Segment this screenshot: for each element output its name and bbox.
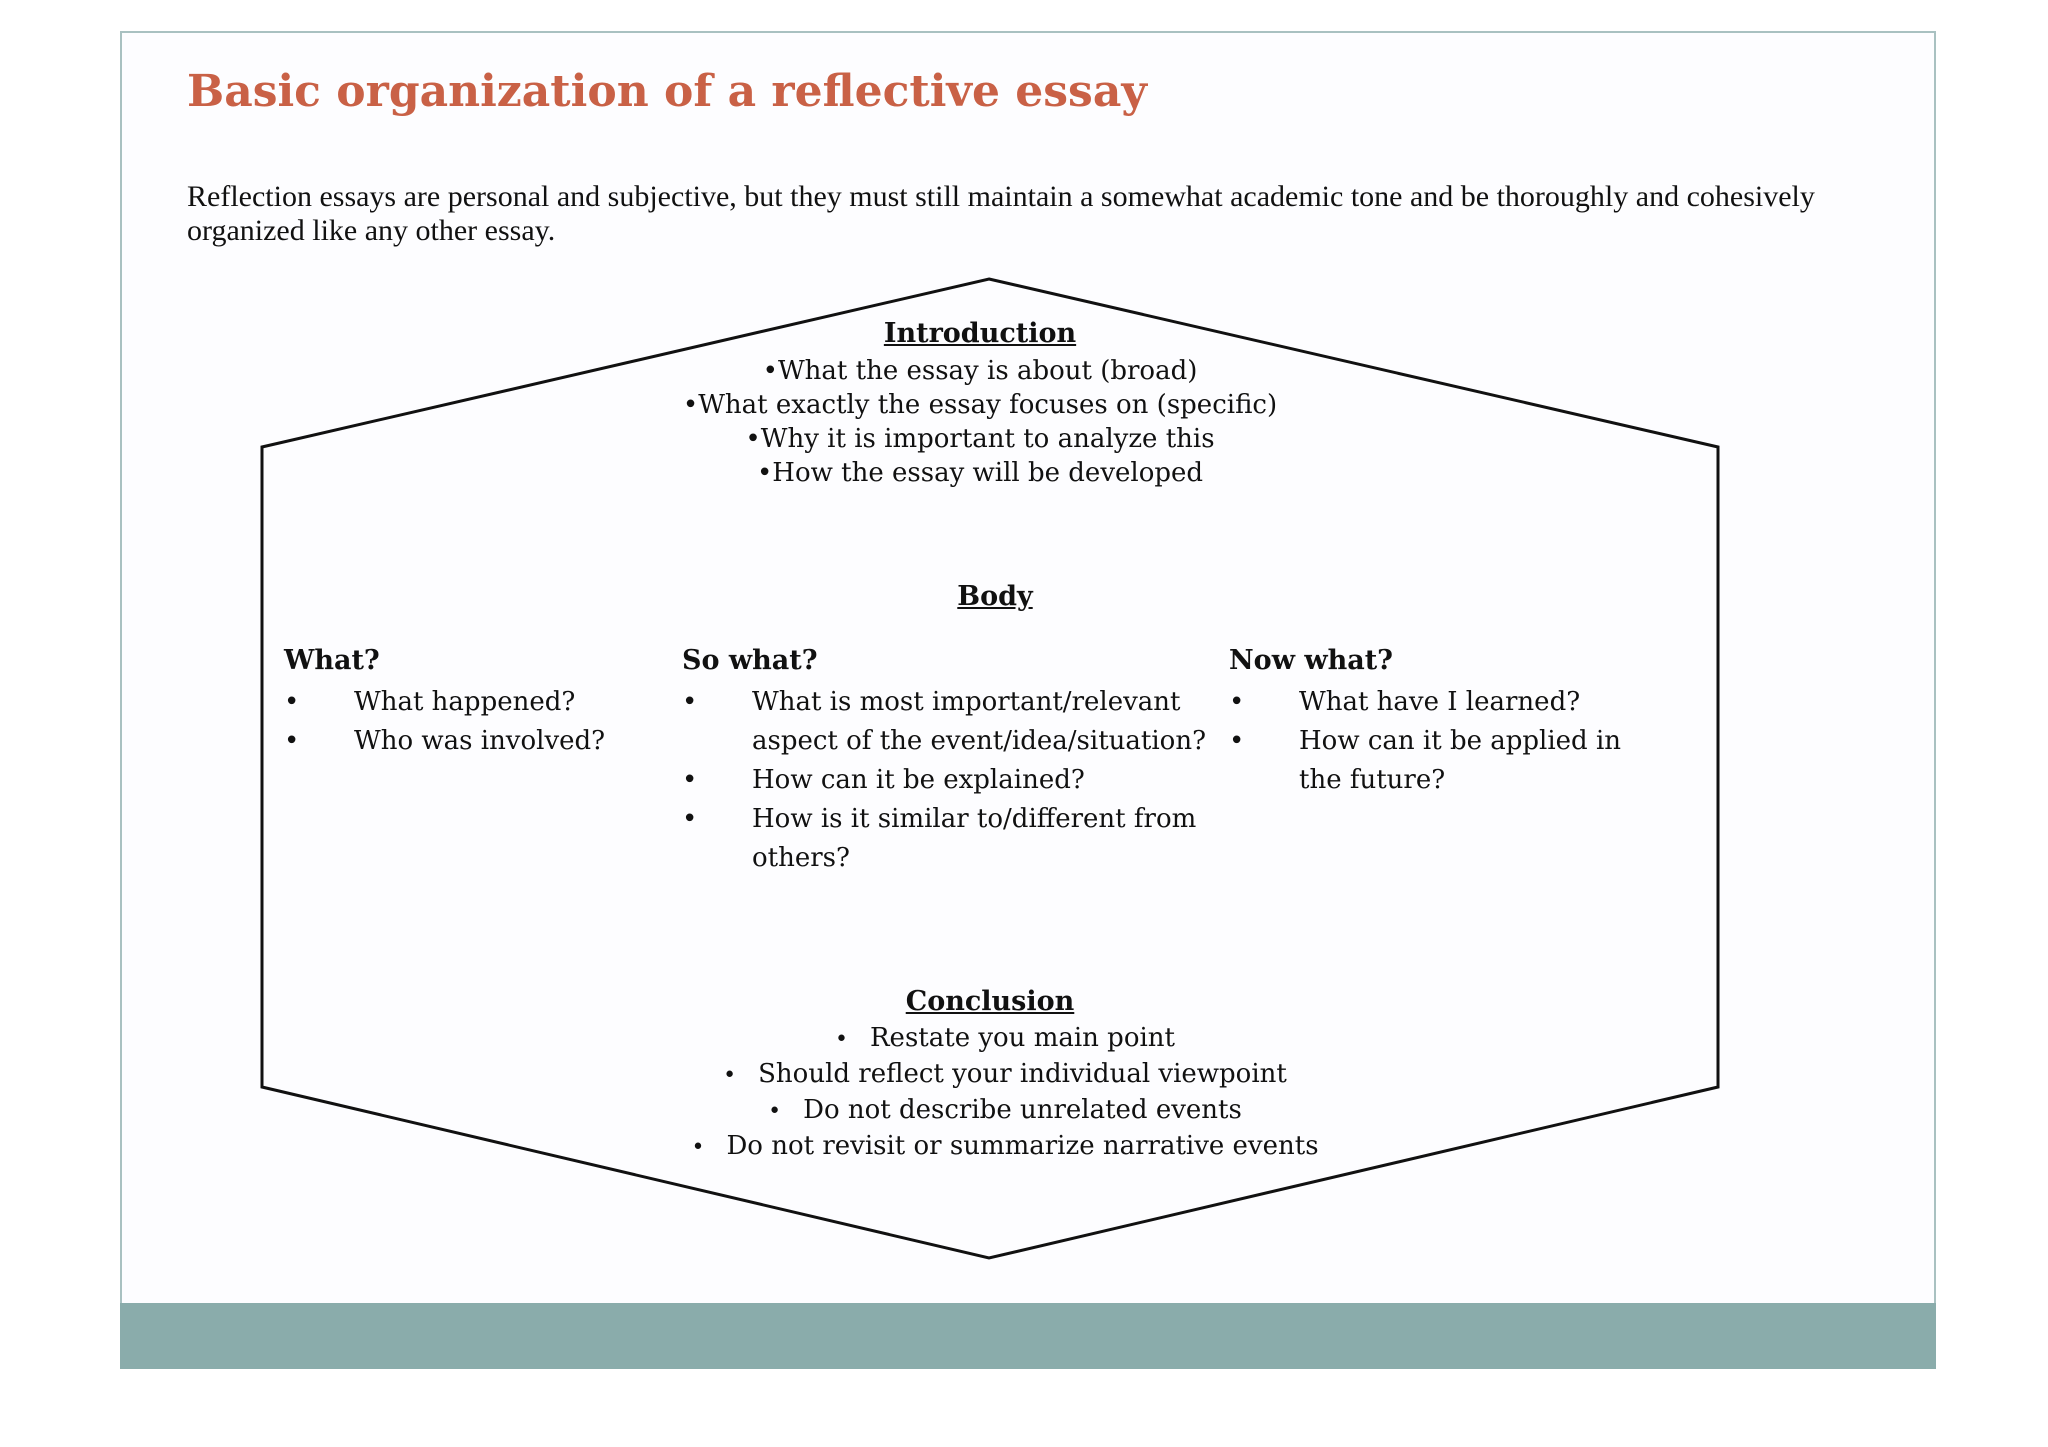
list-item: •What the essay is about (broad) [762, 356, 1198, 386]
body-heading: Body [957, 581, 1033, 612]
list-item: •How the essay will be developed [756, 458, 1204, 488]
conclusion-heading: Conclusion [905, 986, 1075, 1017]
list-item: •What exactly the essay focuses on (specific) [682, 390, 1278, 420]
bullet-icon: • [682, 804, 698, 834]
bullet-icon: • [768, 1099, 782, 1124]
list-item: • What happened? [284, 683, 644, 722]
conclusion-list [600, 1021, 1410, 1165]
bullet-icon: • [1229, 687, 1245, 717]
so-what-list [682, 683, 1222, 878]
what-column-title: What? [284, 645, 380, 676]
now-what-column-title: Now what? [1229, 645, 1393, 676]
page-title: Basic organization of a reflective essay [187, 66, 1147, 117]
bullet-icon: • [682, 765, 698, 795]
what-list [284, 683, 644, 761]
list-item: • Restate you main point [835, 1023, 1175, 1053]
bullet-icon: • [682, 687, 698, 717]
list-item: • Do not revisit or summarize narrative events [691, 1131, 1319, 1161]
list-item: • How can it be applied in the future? [1229, 722, 1669, 800]
list-item: • What is most important/relevant aspect of the event/idea/situation? [682, 683, 1222, 761]
bullet-icon: • [723, 1063, 737, 1088]
list-item: • How is it similar to/different from others? [682, 800, 1222, 878]
bullet-icon: • [284, 687, 300, 717]
list-item: • Do not describe unrelated events [768, 1095, 1242, 1125]
list-item: • Should reflect your individual viewpoint [723, 1059, 1287, 1089]
list-item: • Who was involved? [284, 722, 644, 761]
bullet-icon: • [284, 726, 300, 756]
introduction-list [630, 354, 1330, 490]
description-paragraph: Reflection essays are personal and subjective, but they must still maintain a somewhat academic tone and be thoroughly and cohesively organized like any other essay. [187, 180, 1815, 247]
so-what-column-title: So what? [682, 645, 818, 676]
bullet-icon: • [835, 1027, 848, 1052]
introduction-heading: Introduction [883, 318, 1077, 349]
list-item: • What have I learned? [1229, 683, 1669, 722]
bullet-icon: • [1229, 726, 1245, 756]
list-item: •Why it is important to analyze this [745, 424, 1215, 454]
bullet-icon: • [691, 1135, 705, 1160]
list-item: • How can it be explained? [682, 761, 1222, 800]
now-what-list [1229, 683, 1669, 800]
